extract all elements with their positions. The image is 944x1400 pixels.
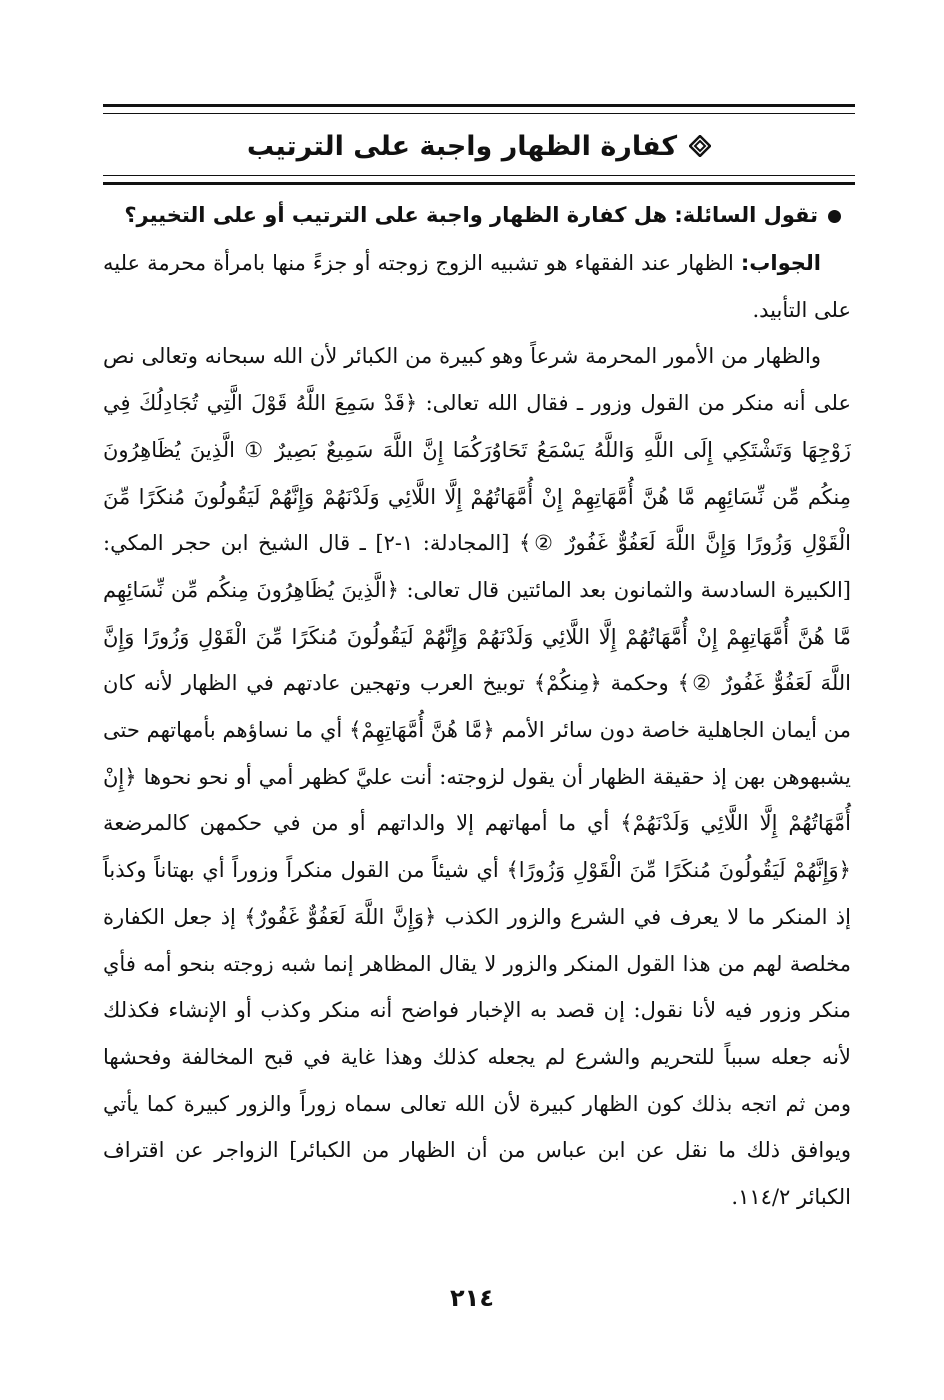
paragraph-text-6: أي ما أمهاتهم إلا والداتهم أو من في حكمهن كالمرضعة (103, 811, 621, 836)
answer (103, 240, 851, 333)
paragraph-text-2: [المجادلة: ١-٢] ـ قال الشيخ ابن حجر المكي: [الكبيرة السادسة والثمانون بعد المائتين قال تعالى: (103, 531, 851, 602)
quran-verse-2: ﴿الَّذِينَ يُظَاهِرُونَ مِنكُم مِّن نِّسَائِهِم مَّا هُنَّ أُمَّهَاتِهِمْ إِنْ أُمَّهَاتُهُمْ إِلَّا اللَّائِي وَلَدْنَهُمْ وَإِنَّهُمْ لَيَقُولُونَ مُنكَرًا مِّنَ الْقَوْلِ وَزُورًا وَإِنَّ اللَّهَ لَعَفُوٌّ غَفُورٌ ②﴾ (103, 577, 851, 696)
quran-verse-7: ﴿وَإِنَّ اللَّهَ لَعَفُوٌّ غَفُورٌ﴾ (244, 904, 437, 929)
chapter-title (103, 118, 855, 174)
bullet-icon (828, 210, 841, 223)
quran-verse-5: ﴿إِنْ أُمَّهَاتُهُمْ إِلَّا اللَّائِي وَلَدْنَهُمْ﴾ (103, 764, 851, 836)
paragraph-text-3: وحكمة (601, 671, 678, 696)
page-number: ٢١٤ (450, 1284, 494, 1312)
paragraph-text-8: إذ جعل الكفارة مخلصة لهم من هذا القول المنكر والزور لا يقال المظاهر إنما شبه زوجته بنحو أمه فأي منكر وزور فيه لأنا نقول: إن قصد به الإخبار فواضح أنه منكر وكذب أو الإنشاء فكذلك لأنه جعله سبباً للتحريم والشرع لم يجعله كذلك وهذا غاية في قبح المخالفة وفحشها ومن ثم اتجه بذلك كون الظهار كبيرة لأن الله تعالى سماه زوراً والزور كبيرة كما يأتي ويوافق ذلك ما نقل عن ابن عباس من أن الظهار من الكبائر] الزواجر عن اقتراف الكبائر ١١٤/٢. (103, 904, 851, 1210)
quran-verse-3: ﴿مِنكُمْ﴾ (533, 671, 602, 696)
paragraph-text-1: والظهار من الأمور المحرمة شرعاً وهو كبيرة من الكبائر لأن الله سبحانه وتعالى نص على أنه منكر من القول وزور ـ فقال الله تعالى: (103, 344, 851, 416)
question-text: تقول السائلة: هل كفارة الظهار واجبة على الترتيب أو على التخيير؟ (124, 203, 818, 227)
chapter-title-text: كفارة الظهار واجبة على الترتيب (246, 130, 678, 162)
answer-text: الظهار عند الفقهاء هو تشبيه الزوج زوجته أو جزءً منها بامرأة محرمة عليه على التأبيد. (103, 251, 851, 322)
header-top-rule (103, 104, 855, 107)
paragraph-text-4: توبيخ العرب وتهجين عادتهم في الظهار لأنه كان من أيمان الجاهلية خاصة دون سائر الأمم (103, 671, 851, 743)
answer-label: الجواب: (740, 251, 821, 275)
paragraph-text-7: أي شيئاً من القول منكراً وزوراً أي بهتاناً وكذباً إذ المنكر ما لا يعرف في الشرع والزور الكذب (103, 858, 851, 929)
quran-verse-4: ﴿مَّا هُنَّ أُمَّهَاتِهِمْ﴾ (349, 718, 495, 743)
quran-verse-6: ﴿وَإِنَّهُمْ لَيَقُولُونَ مُنكَرًا مِّنَ الْقَوْلِ وَزُورًا﴾ (506, 858, 851, 883)
paragraph-text-5: أي ما نساؤهم بأمهاتهم حتى يشبهوهن بهن إذ حقيقة الظهار أن يقول لزوجته: أنت عليَّ كظهر أمي أو نحو نحوها (103, 718, 851, 789)
question (103, 190, 851, 240)
article-body (103, 190, 851, 1221)
main-paragraph (103, 333, 851, 1220)
quran-verse-1: ﴿قَدْ سَمِعَ اللَّهُ قَوْلَ الَّتِي تُجَادِلُكَ فِي زَوْجِهَا وَتَشْتَكِي إِلَى اللَّهِ وَاللَّهُ يَسْمَعُ تَحَاوُرَكُمَا إِنَّ اللَّهَ سَمِيعٌ بَصِيرٌ ① الَّذِينَ يُظَاهِرُونَ مِنكُم مِّن نِّسَائِهِم مَّا هُنَّ أُمَّهَاتِهِمْ إِنْ أُمَّهَاتُهُمْ إِلَّا اللَّائِي وَلَدْنَهُمْ وَإِنَّهُمْ لَيَقُولُونَ مُنكَرًا مِّنَ الْقَوْلِ وَزُورًا وَإِنَّ اللَّهَ لَعَفُوٌّ غَفُورٌ ②﴾ (103, 391, 851, 556)
header-bottom-rule (103, 182, 855, 185)
diamond-icon (689, 135, 711, 157)
header-bottom-thin-rule (103, 175, 855, 176)
header-top-thin-rule (103, 113, 855, 114)
